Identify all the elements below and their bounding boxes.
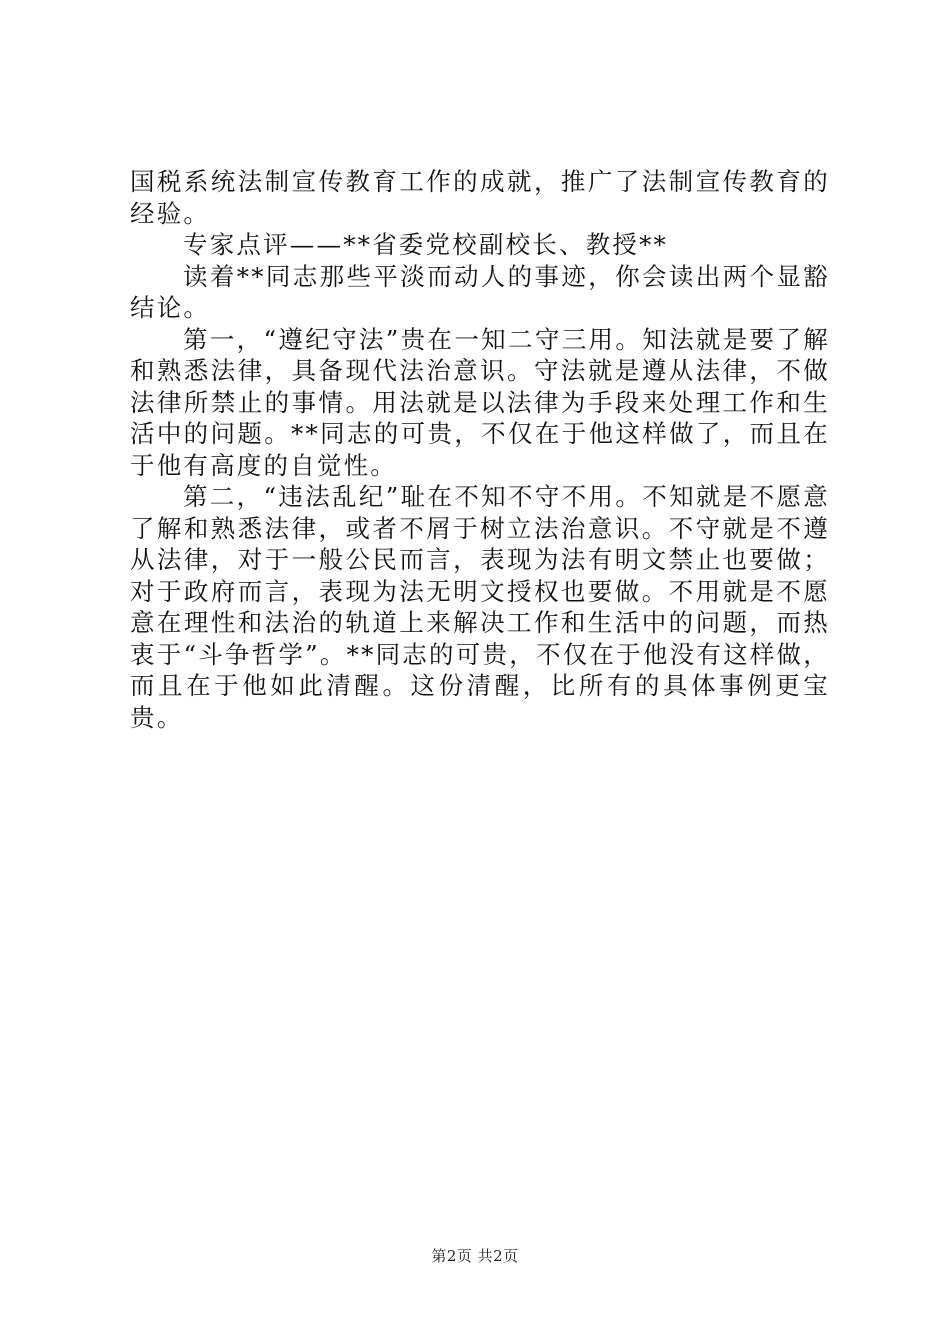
paragraph-first-point: 第一，“遵纪守法”贵在一知二守三用。知法就是要了解和熟悉法律，具备现代法治意识。守法就是遵从法律，不做法律所禁止的事情。用法就是以法律为手段来处理工作和生活中的问题。**同志的可贵，不仅在于他这样做了，而且在于他有高度的自觉性。 [130,324,830,480]
paragraph-second-point: 第二，“违法乱纪”耻在不知不守不用。不知就是不愿意了解和熟悉法律，或者不屑于树立法治意识。不守就是不遵从法律，对于一般公民而言，表现为法有明文禁止也要做；对于政府而言，表现为法无明文授权也要做。不用就是不愿意在理性和法治的轨道上来解决工作和生活中的问题，而热衷于“斗争哲学”。**同志的可贵，不仅在于他没有这样做，而且在于他如此清醒。这份清醒，比所有的具体事例更宝贵。 [130,482,830,732]
paragraph-continuation: 国税系统法制宣传教育工作的成就，推广了法制宣传教育的经验。 [130,167,830,228]
document-body [130,166,830,733]
paragraph-intro: 读着**同志那些平淡而动人的事迹，你会读出两个显豁结论。 [130,261,830,322]
page-footer: 第2页 共2页 [431,1247,519,1265]
paragraph-expert-comment-heading: 专家点评——**省委党校副校长、教授** [183,230,668,259]
